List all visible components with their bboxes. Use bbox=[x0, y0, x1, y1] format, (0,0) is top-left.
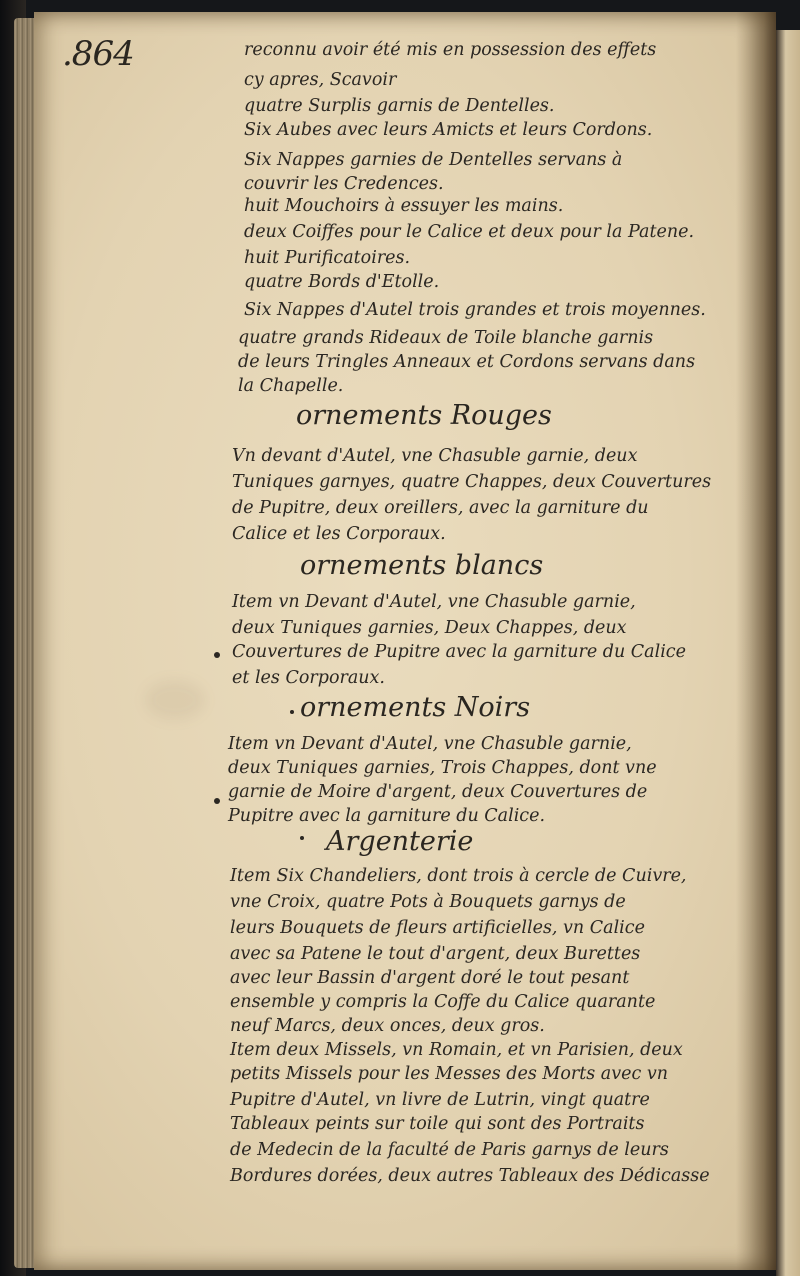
text-line: garnie de Moire d'argent, deux Couvertures de bbox=[228, 782, 648, 802]
text-line: de leurs Tringles Anneaux et Cordons servans dans bbox=[238, 352, 696, 372]
text-line: Calice et les Corporaux. bbox=[232, 524, 446, 544]
text-line: Six Nappes d'Autel trois grandes et trois moyennes. bbox=[244, 300, 706, 320]
text-line: Item vn Devant d'Autel, vne Chasuble garnie, bbox=[228, 734, 632, 754]
margin-mark bbox=[214, 798, 220, 804]
text-line: ensemble y compris la Coffe du Calice quarante bbox=[230, 992, 656, 1012]
margin-mark bbox=[300, 836, 304, 840]
text-line: quatre Surplis garnis de Dentelles. bbox=[244, 96, 555, 116]
text-line: Six Nappes garnies de Dentelles servans à bbox=[244, 150, 623, 170]
margin-mark bbox=[290, 710, 294, 714]
text-line: et les Corporaux. bbox=[232, 668, 385, 688]
text-line: deux Coiffes pour le Calice et deux pour la Patene. bbox=[244, 222, 695, 242]
text-line: de Medecin de la faculté de Paris garnys de leurs bbox=[230, 1140, 669, 1160]
ink-bleed-stain bbox=[145, 680, 205, 720]
text-line: deux Tuniques garnies, Trois Chappes, dont vne bbox=[228, 758, 657, 778]
facing-page-edge bbox=[776, 30, 800, 1276]
text-line: Item Six Chandeliers, dont trois à cercle de Cuivre, bbox=[230, 866, 687, 886]
text-line: huit Mouchoirs à essuyer les mains. bbox=[244, 196, 564, 216]
text-line: avec sa Patene le tout d'argent, deux Burettes bbox=[230, 944, 641, 964]
text-line: leurs Bouquets de fleurs artificielles, vn Calice bbox=[230, 918, 645, 938]
text-line: couvrir les Credences. bbox=[244, 174, 444, 194]
page-gutter bbox=[736, 12, 776, 1270]
text-line: Pupitre d'Autel, vn livre de Lutrin, vingt quatre bbox=[230, 1090, 650, 1110]
section-heading-argenterie: Argenterie bbox=[326, 826, 474, 857]
text-line: reconnu avoir été mis en possession des effets bbox=[244, 40, 657, 60]
section-heading-blancs: ornements blancs bbox=[300, 550, 544, 581]
text-line: Tableaux peints sur toile qui sont des Portraits bbox=[230, 1114, 645, 1134]
text-line: Item vn Devant d'Autel, vne Chasuble garnie, bbox=[232, 592, 636, 612]
text-line: Couvertures de Pupitre avec la garniture du Calice bbox=[232, 642, 686, 662]
text-line: neuf Marcs, deux onces, deux gros. bbox=[230, 1016, 545, 1036]
text-line: vne Croix, quatre Pots à Bouquets garnys de bbox=[230, 892, 626, 912]
text-line: Pupitre avec la garniture du Calice. bbox=[228, 806, 546, 826]
text-line: huit Purificatoires. bbox=[244, 248, 411, 268]
text-line: Vn devant d'Autel, vne Chasuble garnie, deux bbox=[232, 446, 638, 466]
text-line: Bordures dorées, deux autres Tableaux des Dédicasse bbox=[230, 1166, 710, 1186]
text-line: Six Aubes avec leurs Amicts et leurs Cordons. bbox=[244, 120, 653, 140]
text-line: deux Tuniques garnies, Deux Chappes, deux bbox=[232, 618, 627, 638]
section-heading-rouges: ornements Rouges bbox=[296, 400, 552, 431]
section-heading-noirs: ornements Noirs bbox=[300, 692, 531, 723]
text-line: quatre Bords d'Etolle. bbox=[244, 272, 440, 292]
text-line: de Pupitre, deux oreillers, avec la garniture du bbox=[232, 498, 649, 518]
text-line: petits Missels pour les Messes des Morts avec vn bbox=[230, 1064, 669, 1084]
margin-mark bbox=[214, 652, 220, 658]
text-line: cy apres, Scavoir bbox=[244, 70, 397, 90]
folio-number: .864 bbox=[62, 34, 134, 74]
text-line: avec leur Bassin d'argent doré le tout pesant bbox=[230, 968, 630, 988]
text-line: Item deux Missels, vn Romain, et vn Parisien, deux bbox=[230, 1040, 683, 1060]
text-line: la Chapelle. bbox=[238, 376, 344, 396]
text-line: Tuniques garnyes, quatre Chappes, deux Couvertures bbox=[232, 472, 712, 492]
text-line: quatre grands Rideaux de Toile blanche garnis bbox=[238, 328, 654, 348]
